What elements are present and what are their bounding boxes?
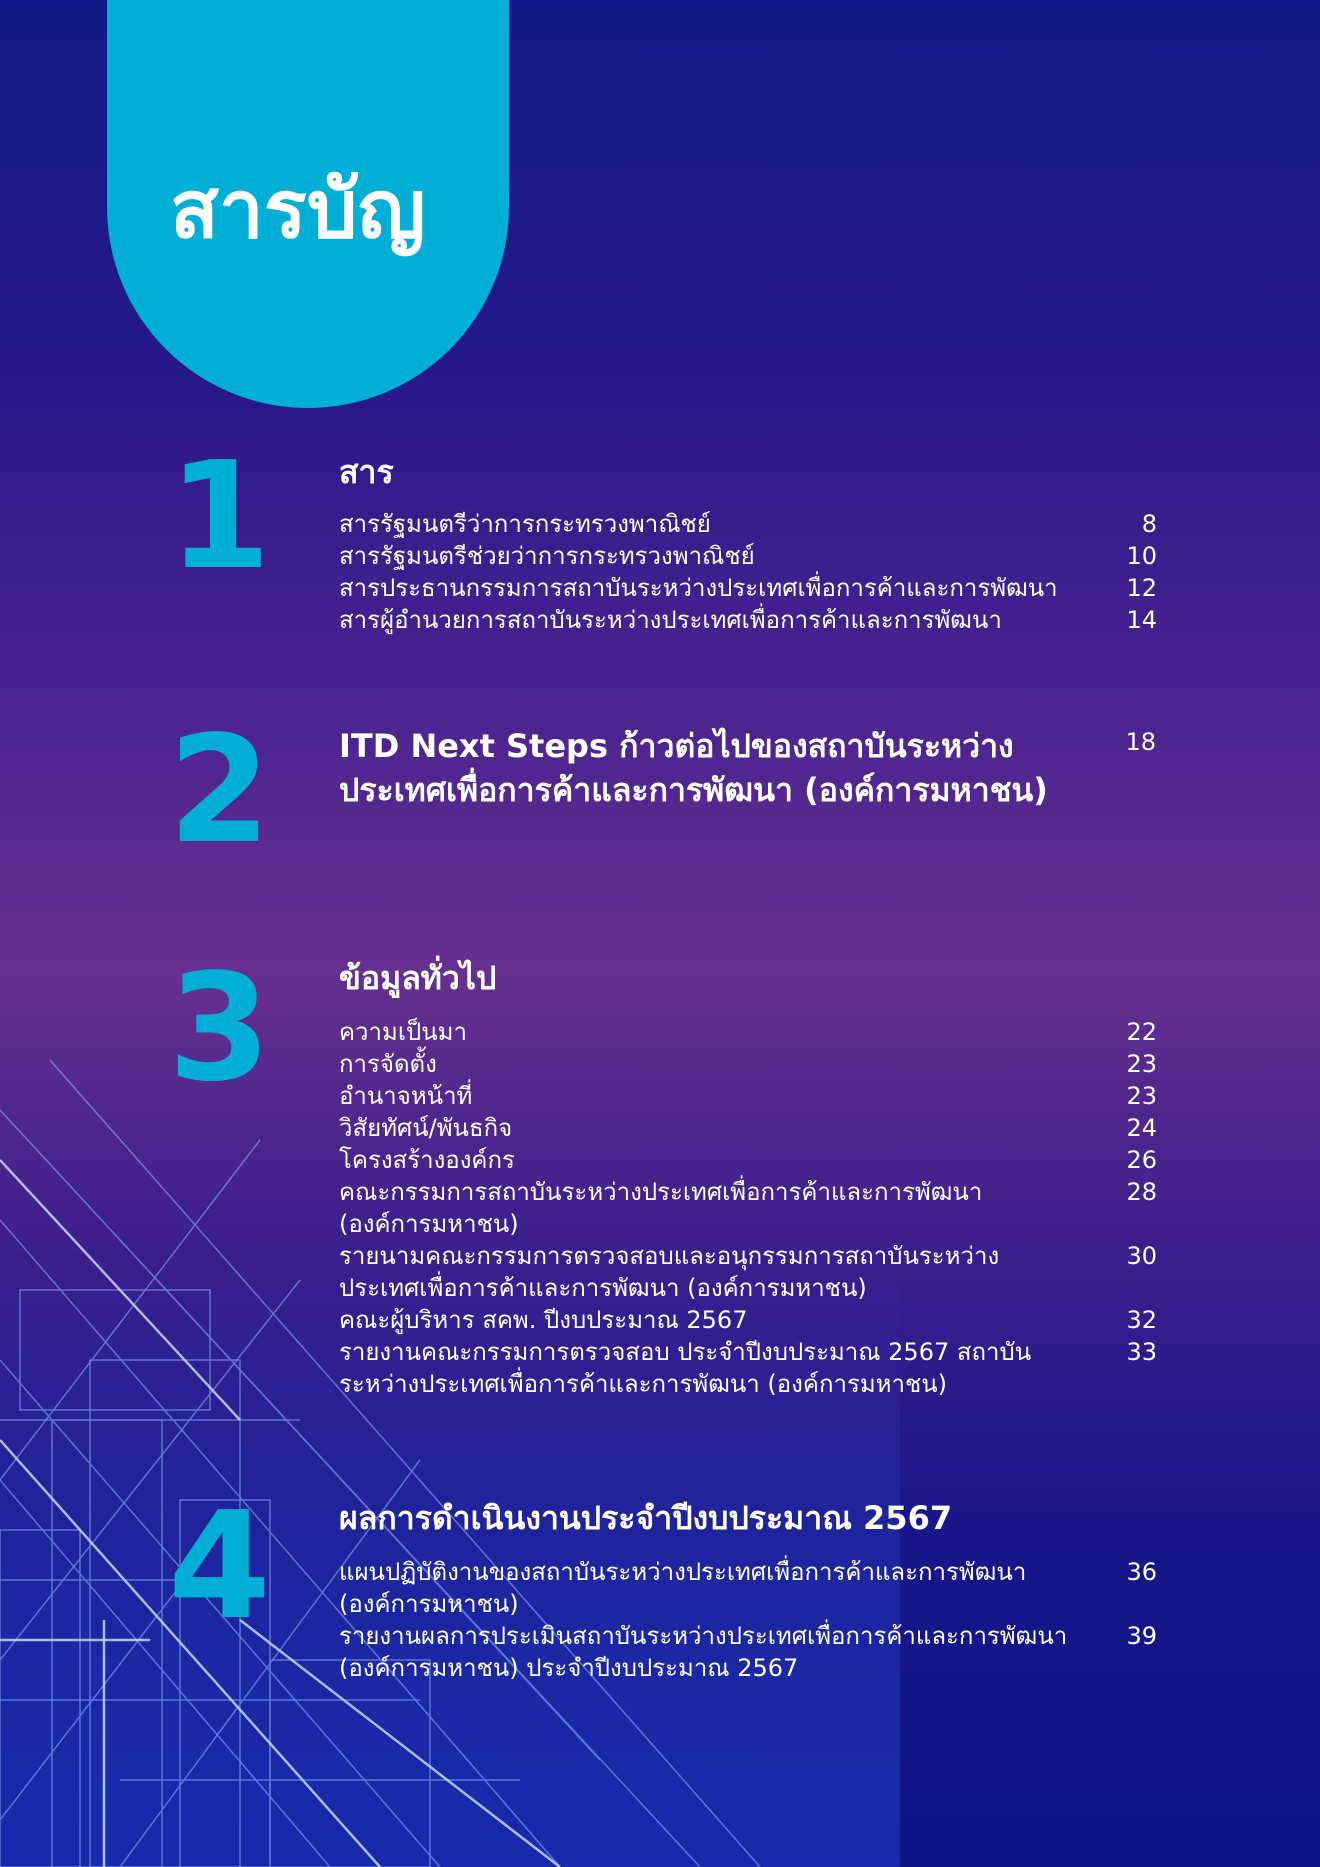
toc-entry-title: วิสัยทัศน์/พันธกิจ [339, 1114, 513, 1142]
toc-entry-title: รายนามคณะกรรมการตรวจสอบและอนุกรรมการสถาบันระหว่างประเทศเพื่อการค้าและการพัฒนา (องค์การมหาชน) [339, 1242, 1000, 1302]
toc-entry[interactable] [339, 1336, 1157, 1400]
section-4-entries [339, 1556, 1157, 1684]
toc-entry[interactable] [339, 1144, 1157, 1176]
toc-entry[interactable] [339, 1016, 1157, 1048]
toc-entry[interactable] [339, 1112, 1157, 1144]
page-title: สารบัญ [170, 163, 426, 256]
section-2-number: 2 [168, 704, 271, 876]
toc-entry-title: คณะกรรมการสถาบันระหว่างประเทศเพื่อการค้าและการพัฒนา (องค์การมหาชน) [339, 1178, 983, 1238]
toc-entry-page: 24 [1126, 1114, 1157, 1142]
section-4-number: 4 [168, 1480, 271, 1652]
section-3-number: 3 [168, 942, 271, 1114]
toc-entry-title: คณะผู้บริหาร สคพ. ปีงบประมาณ 2567 [339, 1306, 748, 1334]
section-4-heading: ผลการดำเนินงานประจำปีงบประมาณ 2567 [339, 1499, 953, 1537]
toc-entry-page: 8 [1141, 510, 1157, 538]
toc-entry[interactable] [339, 604, 1157, 636]
section-2-page: 18 [1125, 728, 1156, 756]
toc-entry-page: 23 [1126, 1050, 1157, 1078]
toc-entry-title: อำนาจหน้าที่ [339, 1082, 473, 1110]
toc-entry-page: 36 [1126, 1558, 1157, 1586]
toc-entry-page: 10 [1126, 542, 1157, 570]
section-1-number: 1 [168, 430, 271, 602]
toc-entry-title: แผนปฏิบัติงานของสถาบันระหว่างประเทศเพื่อการค้าและการพัฒนา (องค์การมหาชน) [339, 1558, 1027, 1618]
toc-entry-title: สารผู้อำนวยการสถาบันระหว่างประเทศเพื่อการค้าและการพัฒนา [339, 606, 1002, 634]
section-3-heading: ข้อมูลทั่วไป [339, 959, 497, 997]
toc-entry-title: โครงสร้างองค์กร [339, 1146, 515, 1174]
toc-entry-title: ความเป็นมา [339, 1018, 467, 1046]
toc-entry-page: 32 [1126, 1306, 1157, 1334]
toc-entry[interactable] [339, 1080, 1157, 1112]
section-3-entries [339, 1016, 1157, 1400]
toc-entry-title: การจัดตั้ง [339, 1050, 437, 1078]
toc-entry[interactable] [339, 1620, 1157, 1684]
toc-entry-page: 28 [1126, 1178, 1157, 1206]
toc-entry[interactable] [339, 508, 1157, 540]
toc-entry-title: สารประธานกรรมการสถาบันระหว่างประเทศเพื่อการค้าและการพัฒนา [339, 574, 1058, 602]
toc-entry[interactable] [339, 1556, 1157, 1620]
toc-entry-page: 22 [1126, 1018, 1157, 1046]
toc-entry-title: รายงานคณะกรรมการตรวจสอบ ประจำปีงบประมาณ 2567 สถาบันระหว่างประเทศเพื่อการค้าและการพัฒนา (องค์การมหาชน) [339, 1338, 1032, 1398]
toc-entry-title: รายงานผลการประเมินสถาบันระหว่างประเทศเพื่อการค้าและการพัฒนา (องค์การมหาชน) ประจำปีงบประมาณ 2567 [339, 1622, 1068, 1682]
toc-entry-page: 12 [1126, 574, 1157, 602]
section-1-heading: สาร [339, 453, 394, 491]
toc-entry[interactable] [339, 572, 1157, 604]
section-1-entries [339, 508, 1157, 636]
toc-entry-title: สารรัฐมนตรีว่าการกระทรวงพาณิชย์ [339, 510, 711, 538]
section-2-heading[interactable]: ITD Next Steps ก้าวต่อไปของสถาบันระหว่างประเทศเพื่อการค้าและการพัฒนา (องค์การมหาชน) [339, 727, 1048, 809]
toc-entry-page: 30 [1126, 1242, 1157, 1270]
toc-entry-page: 23 [1126, 1082, 1157, 1110]
toc-entry-page: 26 [1126, 1146, 1157, 1174]
toc-entry[interactable] [339, 1176, 1157, 1240]
toc-entry-page: 14 [1126, 606, 1157, 634]
toc-entry[interactable] [339, 540, 1157, 572]
toc-entry[interactable] [339, 1304, 1157, 1336]
toc-entry-page: 39 [1126, 1622, 1157, 1650]
toc-entry[interactable] [339, 1240, 1157, 1304]
toc-entry[interactable] [339, 1048, 1157, 1080]
toc-entry-title: สารรัฐมนตรีช่วยว่าการกระทรวงพาณิชย์ [339, 542, 755, 570]
toc-entry-page: 33 [1126, 1338, 1157, 1366]
